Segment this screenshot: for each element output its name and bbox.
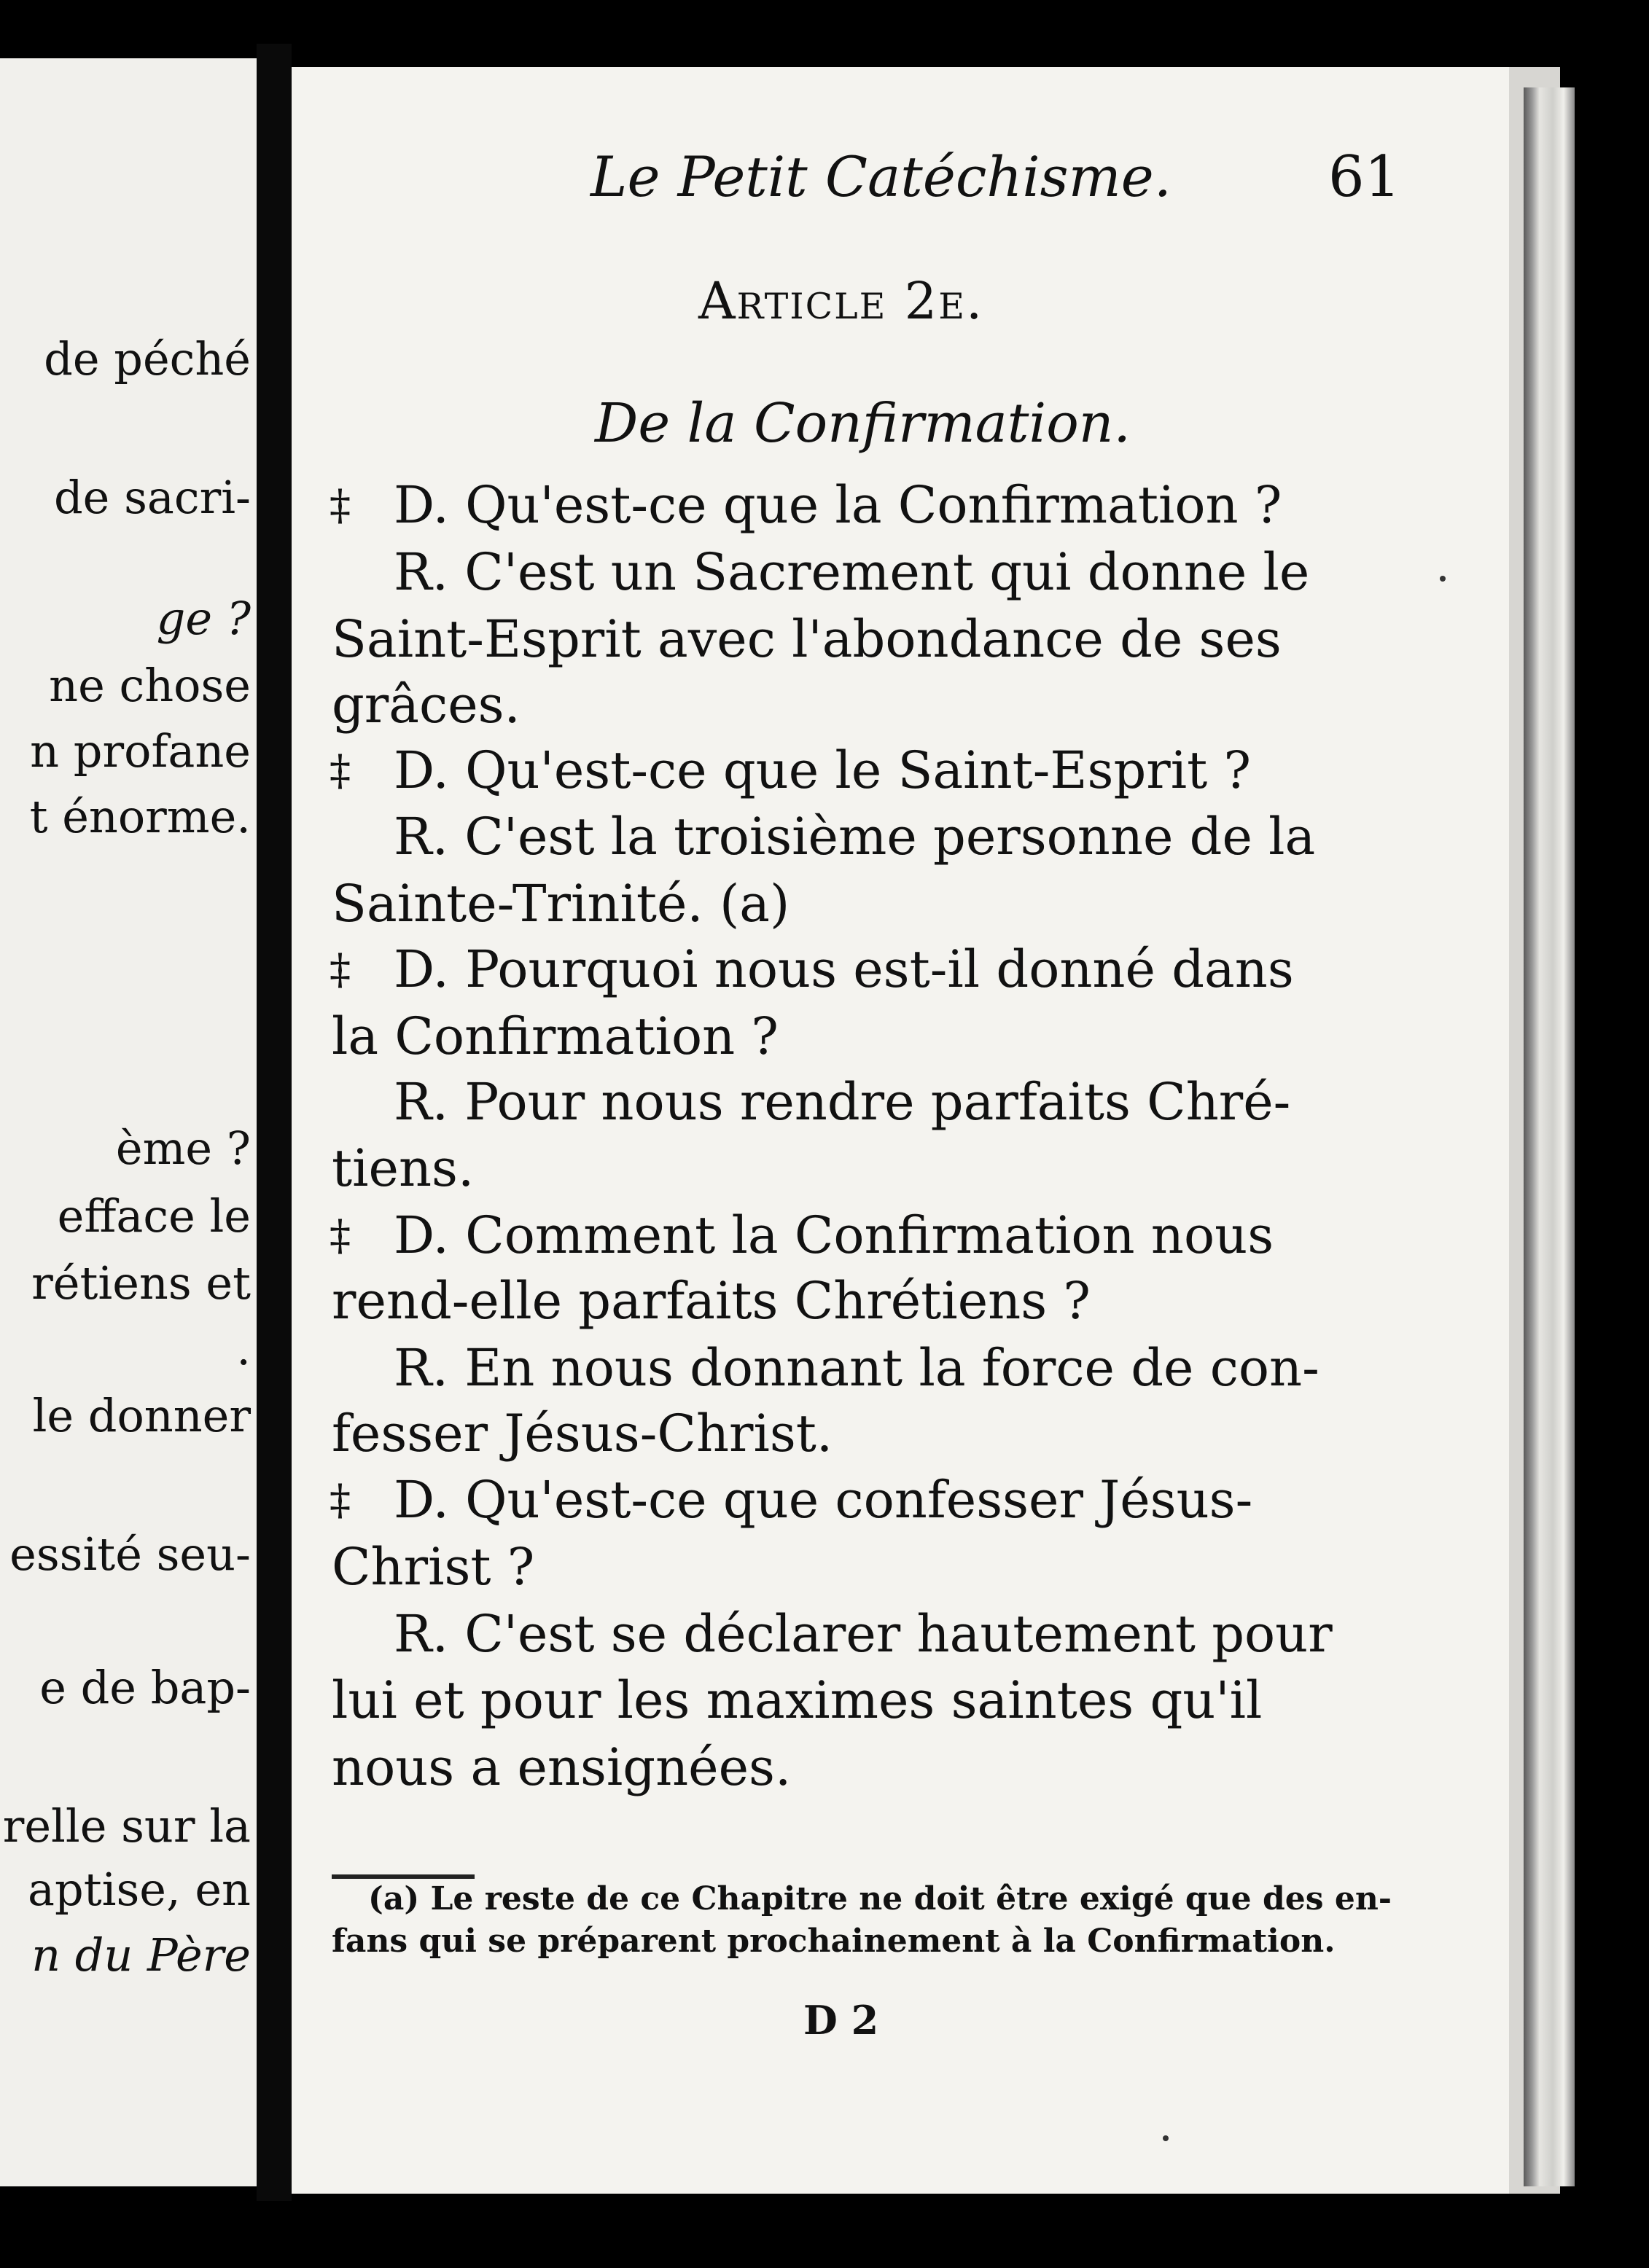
answer-line: R. C'est se déclarer hautement pour [394,1604,1333,1664]
text-line: lui et pour les maximes saintes qu'il [332,1670,1263,1730]
footnote-line: fans qui se préparent prochainement à la Confirmation. [332,1923,1336,1960]
footnote-line: (a) Le reste de ce Chapitre ne doit être exigé que des en- [368,1880,1392,1917]
section-title: De la Confirmation. [595,392,1131,455]
text-line: nous a ensignées. [332,1737,792,1797]
text-line: rend-elle parfaits Chrétiens ? [332,1271,1091,1331]
left-page-line: . [236,1322,251,1375]
footnote-rule [332,1874,475,1879]
left-page-line: rétiens et [31,1256,251,1310]
text-line: tiens. [332,1138,475,1198]
left-page-line: ème ? [115,1122,251,1175]
left-page-line: le donner [32,1389,251,1442]
answer-line: R. En nous donnant la force de con- [394,1338,1319,1398]
question-line: D. Qu'est-ce que confesser Jésus- [394,1470,1253,1530]
page-number: 61 [1328,144,1401,210]
question-line: D. Qu'est-ce que le Saint-Esprit ? [394,740,1252,800]
left-page-line: efface le [57,1189,251,1243]
left-page-line: relle sur la [2,1799,251,1853]
answer-line: R. C'est la troisième personne de la [394,807,1316,867]
double-dagger-icon: ‡ [330,480,351,530]
running-title: Le Petit Catéchisme. [590,144,1172,209]
left-page-line: essité seu- [9,1528,251,1581]
left-page [0,58,257,2186]
answer-line: R. Pour nous rendre parfaits Chré- [394,1072,1291,1132]
print-speck [1163,2135,1169,2141]
text-line: Saint-Esprit avec l'abondance de ses [332,609,1282,669]
article-heading: Article 2e. [698,271,984,331]
text-line: Sainte-Trinité. (a) [332,874,790,934]
question-line: D. Qu'est-ce que la Confirmation ? [394,475,1282,535]
text-line: Christ ? [332,1537,535,1597]
double-dagger-icon: ‡ [330,1211,351,1260]
left-page-line: aptise, en [28,1863,251,1916]
question-line: D. Pourquoi nous est-il donné dans [394,939,1294,999]
left-page-line: de sacri- [53,471,251,524]
signature-mark: D 2 [803,1997,879,2044]
answer-line: R. C'est un Sacrement qui donne le [394,542,1310,602]
double-dagger-icon: ‡ [330,945,351,994]
left-page-line: t énorme. [29,790,251,843]
left-page-line: n profane [30,724,251,778]
double-dagger-icon: ‡ [330,746,351,795]
double-dagger-icon: ‡ [330,1475,351,1525]
left-page-line: ge ? [156,592,251,645]
left-page-line: de péché [44,332,251,386]
left-page-line: ne chose [49,659,251,712]
text-line: la Confirmation ? [332,1006,779,1066]
book-gutter [257,44,292,2201]
left-page-line: n du Père [31,1928,251,1982]
left-page-line: e de bap- [39,1661,251,1714]
text-line: grâces. [332,675,521,735]
question-line: D. Comment la Confirmation nous [394,1205,1274,1265]
page-edge [1524,87,1575,2186]
text-line: fesser Jésus-Christ. [332,1404,833,1463]
print-speck [1440,576,1446,582]
